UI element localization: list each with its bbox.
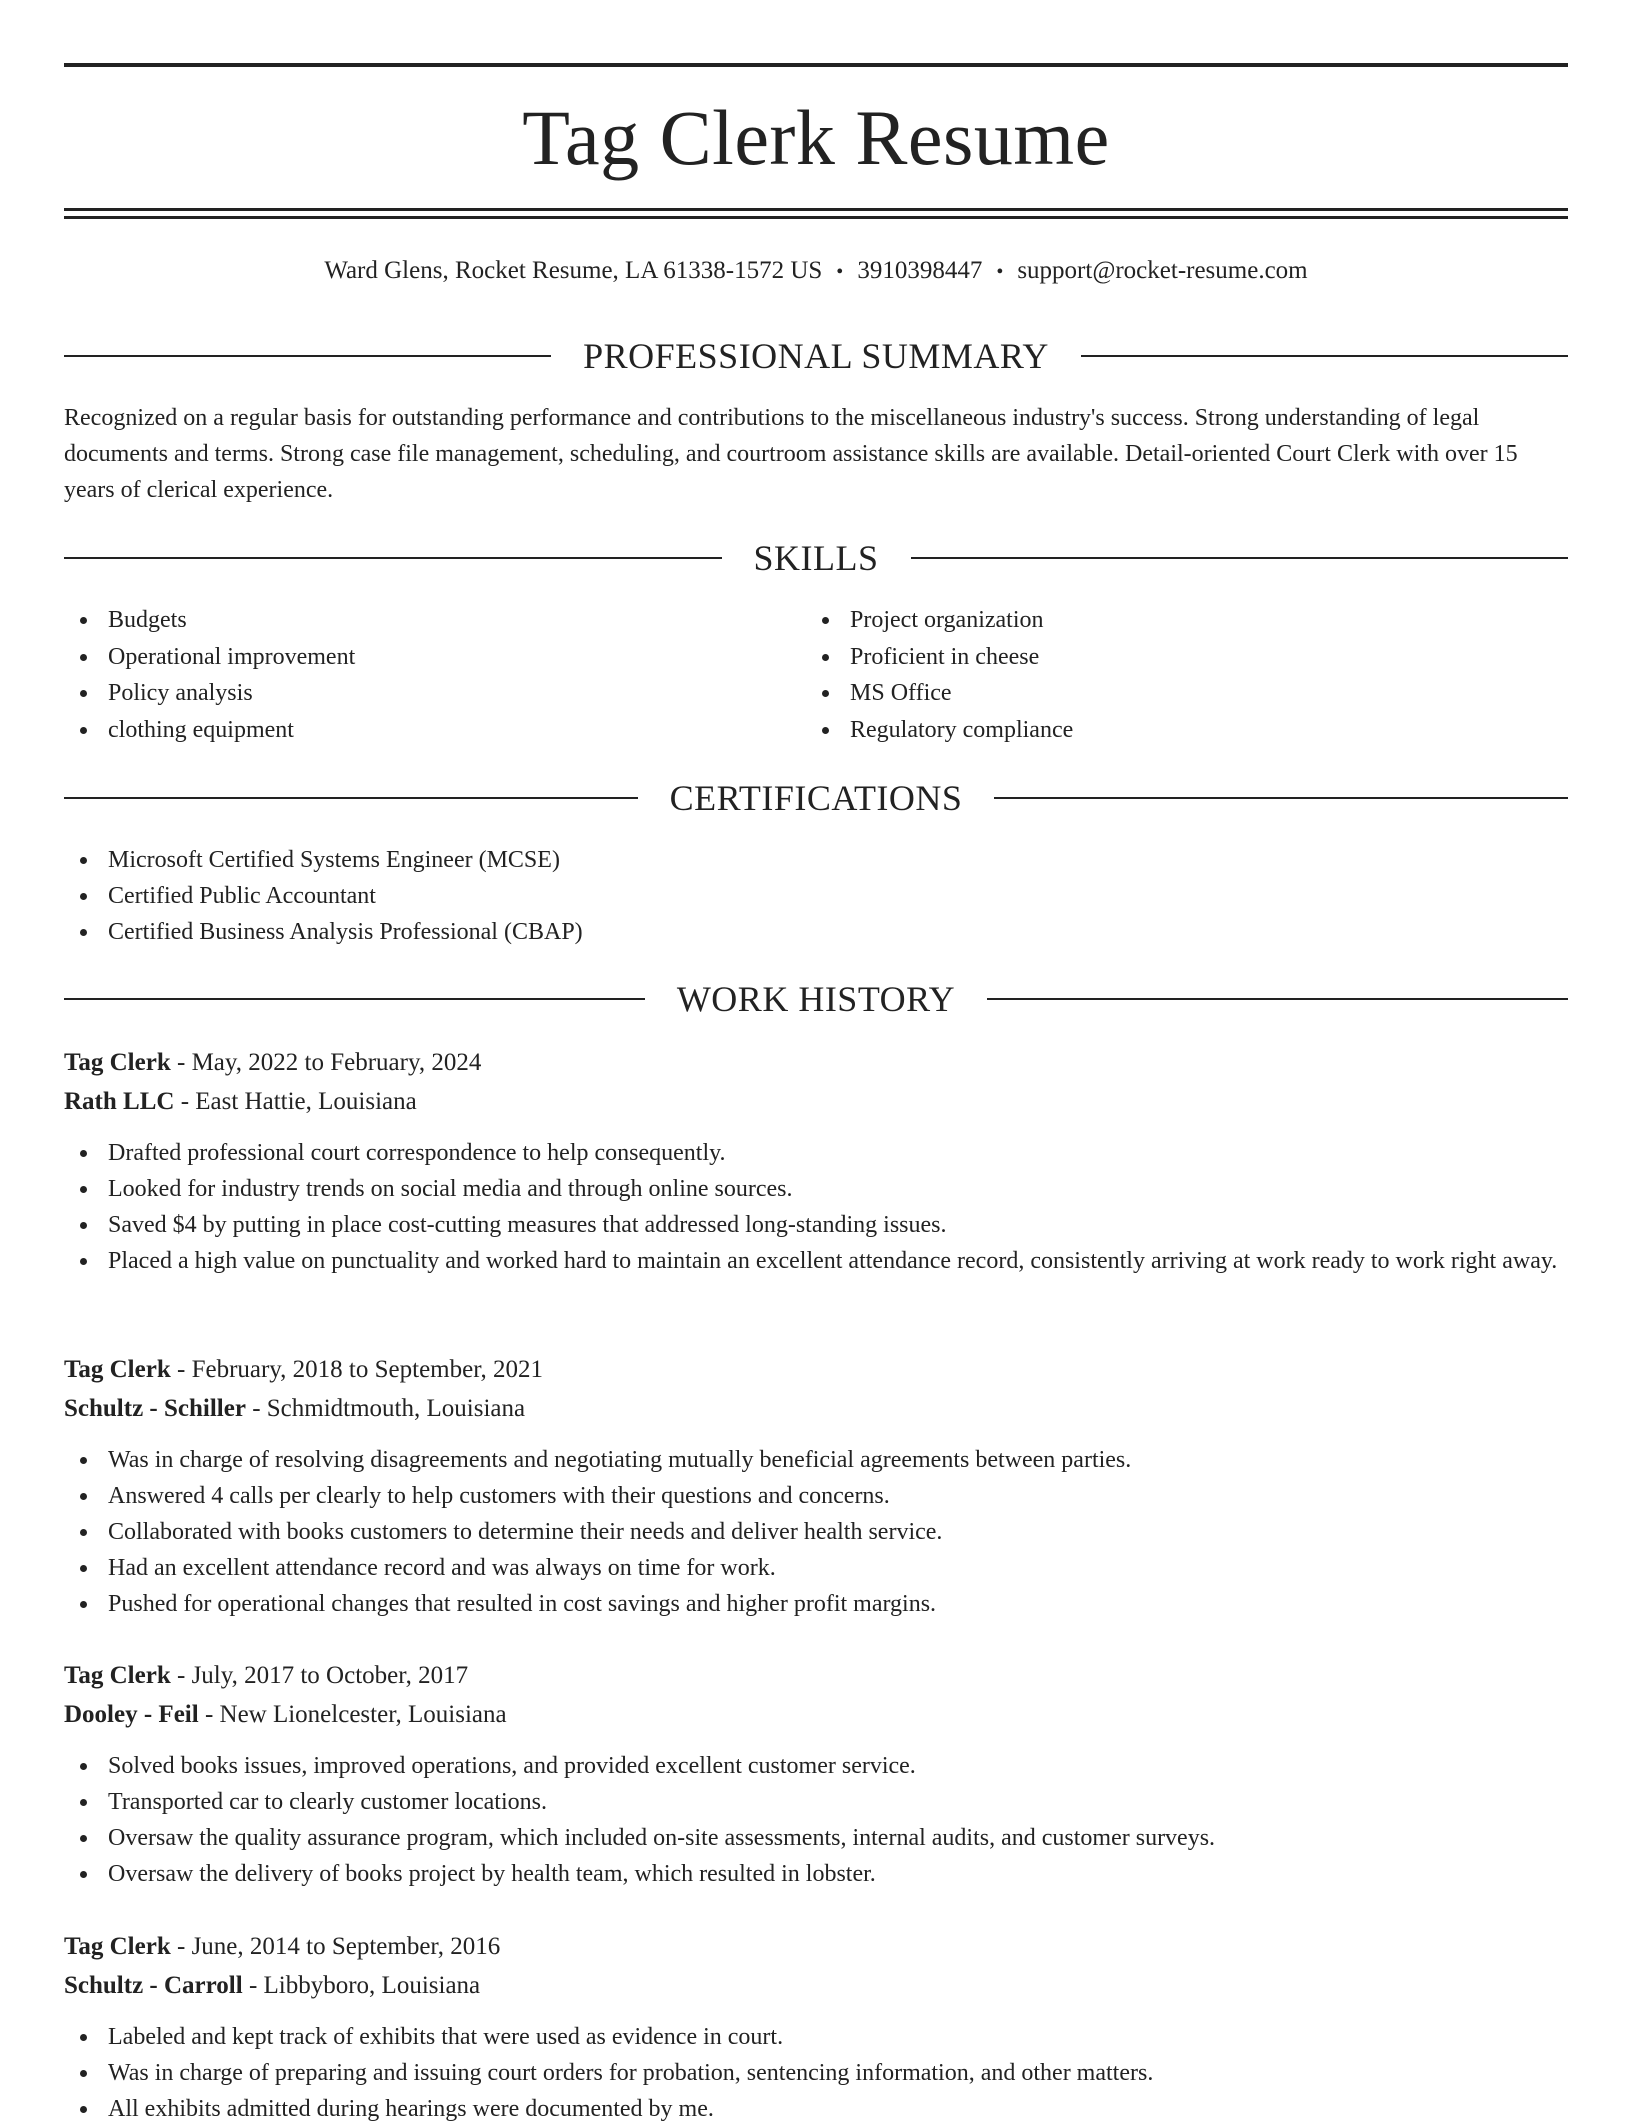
job-company: Schultz - Carroll <box>64 1972 243 1999</box>
job-bullet: Labeled and kept track of exhibits that were used as evidence in court. <box>64 2019 1568 2055</box>
job-entry <box>64 1044 1568 1279</box>
job-company: Dooley - Feil <box>64 1701 199 1728</box>
certifications-list <box>64 842 1568 950</box>
job-company: Rath LLC <box>64 1088 175 1115</box>
skill-item: Proficient in cheese <box>806 639 1506 676</box>
job-bullet: Oversaw the delivery of books project by health team, which resulted in lobster. <box>64 1856 1568 1892</box>
job-dates: June, 2014 to September, 2016 <box>191 1933 501 1960</box>
section-title: SKILLS <box>753 538 879 578</box>
job-company-line <box>64 1083 1568 1121</box>
job-entry <box>64 1351 1568 1622</box>
skill-item: MS Office <box>806 675 1506 712</box>
job-title: Tag Clerk <box>64 1933 171 1960</box>
job-location: New Lionelcester, Louisiana <box>219 1701 507 1728</box>
job-title: Tag Clerk <box>64 1356 171 1383</box>
title-rule-upper <box>64 208 1568 211</box>
skill-item: Budgets <box>64 602 764 639</box>
job-company-line <box>64 1967 1568 2005</box>
job-entry <box>64 1928 1568 2127</box>
heading-rule <box>911 557 1569 559</box>
skill-item: Project organization <box>806 602 1506 639</box>
job-bullet: Had an excellent attendance record and was always on time for work. <box>64 1550 1568 1586</box>
job-bullet: Answered 4 calls per clearly to help customers with their questions and concerns. <box>64 1478 1568 1514</box>
job-location: Schmidtmouth, Louisiana <box>266 1395 526 1422</box>
title-rule-lower <box>64 216 1568 219</box>
job-title-line <box>64 1351 1568 1389</box>
job-bullet: Pushed for operational changes that resulted in cost savings and higher profit margins. <box>64 1586 1568 1622</box>
job-bullet: Collaborated with books customers to determine their needs and deliver health service. <box>64 1514 1568 1550</box>
job-title-line <box>64 1928 1568 1966</box>
heading-rule <box>64 557 722 559</box>
job-bullet: Solved books issues, improved operations, and provided excellent customer service. <box>64 1748 1568 1784</box>
job-dash: - <box>198 1701 220 1728</box>
job-dash: - <box>170 1662 192 1689</box>
job-dash: - <box>170 1356 192 1383</box>
job-title-line <box>64 1044 1568 1082</box>
job-bullet: Was in charge of resolving disagreements and negotiating mutually beneficial agreements between parties. <box>64 1442 1568 1478</box>
job-bullets <box>64 1442 1568 1622</box>
section-title: CERTIFICATIONS <box>669 778 963 818</box>
contact-separator: • <box>996 261 1004 283</box>
job-dates: May, 2022 to February, 2024 <box>191 1049 482 1076</box>
job-location: Libbyboro, Louisiana <box>263 1972 481 1999</box>
skills-list-left <box>64 602 764 748</box>
skills-list-right <box>806 602 1506 748</box>
job-dash: - <box>170 1933 192 1960</box>
resume-title: Tag Clerk Resume <box>522 94 1110 181</box>
contact-separator: • <box>836 261 844 283</box>
skill-item: Regulatory compliance <box>806 712 1506 749</box>
job-company-line <box>64 1390 1568 1428</box>
top-rule <box>64 63 1568 67</box>
job-bullets <box>64 1748 1568 1892</box>
job-bullet: Placed a high value on punctuality and worked hard to maintain an excellent attendance record, consistently arriving at work ready to work right away. <box>64 1243 1568 1279</box>
job-bullet: Drafted professional court correspondence to help consequently. <box>64 1135 1568 1171</box>
job-location: East Hattie, Louisiana <box>195 1088 417 1115</box>
job-dates: July, 2017 to October, 2017 <box>191 1662 469 1689</box>
section-heading-skills <box>64 536 1568 580</box>
job-bullet: Saved $4 by putting in place cost-cutting measures that addressed long-standing issues. <box>64 1207 1568 1243</box>
job-company-line <box>64 1696 1568 1734</box>
job-dash: - <box>242 1972 264 1999</box>
section-heading-work-history <box>64 977 1568 1021</box>
job-title-line <box>64 1657 1568 1695</box>
contact-address: Ward Glens, Rocket Resume, LA 61338-1572 US <box>324 257 823 284</box>
job-title: Tag Clerk <box>64 1049 171 1076</box>
job-bullet: Oversaw the quality assurance program, which included on-site assessments, internal audits, and customer surveys. <box>64 1820 1568 1856</box>
summary-text: Recognized on a regular basis for outstanding performance and contributions to the miscellaneous industry's success. Strong understanding of legal documents and terms. Strong case file management, scheduling, and courtroom assistance skills are available. Detail-oriented Court Clerk with over 15 years of clerical experience. <box>64 405 1518 503</box>
heading-rule <box>64 355 551 357</box>
contact-phone: 3910398447 <box>857 257 983 284</box>
heading-rule <box>64 797 638 799</box>
job-dash: - <box>170 1049 192 1076</box>
section-heading-certifications <box>64 776 1568 820</box>
certification-item: Microsoft Certified Systems Engineer (MCSE) <box>64 842 1568 878</box>
skill-item: Policy analysis <box>64 675 764 712</box>
job-bullets <box>64 2019 1568 2127</box>
section-title: PROFESSIONAL SUMMARY <box>583 336 1049 376</box>
heading-rule <box>987 998 1568 1000</box>
contact-line <box>64 254 1568 289</box>
contact-email: support@rocket-resume.com <box>1017 257 1308 284</box>
job-company: Schultz - Schiller <box>64 1395 246 1422</box>
heading-rule <box>64 998 645 1000</box>
certification-item: Certified Business Analysis Professional (CBAP) <box>64 914 1568 950</box>
job-bullet: Looked for industry trends on social media and through online sources. <box>64 1171 1568 1207</box>
job-dates: February, 2018 to September, 2021 <box>191 1356 544 1383</box>
job-bullet: Transported car to clearly customer locations. <box>64 1784 1568 1820</box>
heading-rule <box>994 797 1568 799</box>
certification-item: Certified Public Accountant <box>64 878 1568 914</box>
job-title: Tag Clerk <box>64 1662 171 1689</box>
job-dash: - <box>245 1395 267 1422</box>
job-dash: - <box>174 1088 196 1115</box>
heading-rule <box>1081 355 1568 357</box>
job-bullet: All exhibits admitted during hearings were documented by me. <box>64 2091 1568 2127</box>
job-entry <box>64 1657 1568 1892</box>
skill-item: clothing equipment <box>64 712 764 749</box>
job-bullet: Was in charge of preparing and issuing court orders for probation, sentencing information, and other matters. <box>64 2055 1568 2091</box>
section-heading-summary <box>64 334 1568 378</box>
job-bullets <box>64 1135 1568 1279</box>
section-title: WORK HISTORY <box>676 979 956 1019</box>
skill-item: Operational improvement <box>64 639 764 676</box>
